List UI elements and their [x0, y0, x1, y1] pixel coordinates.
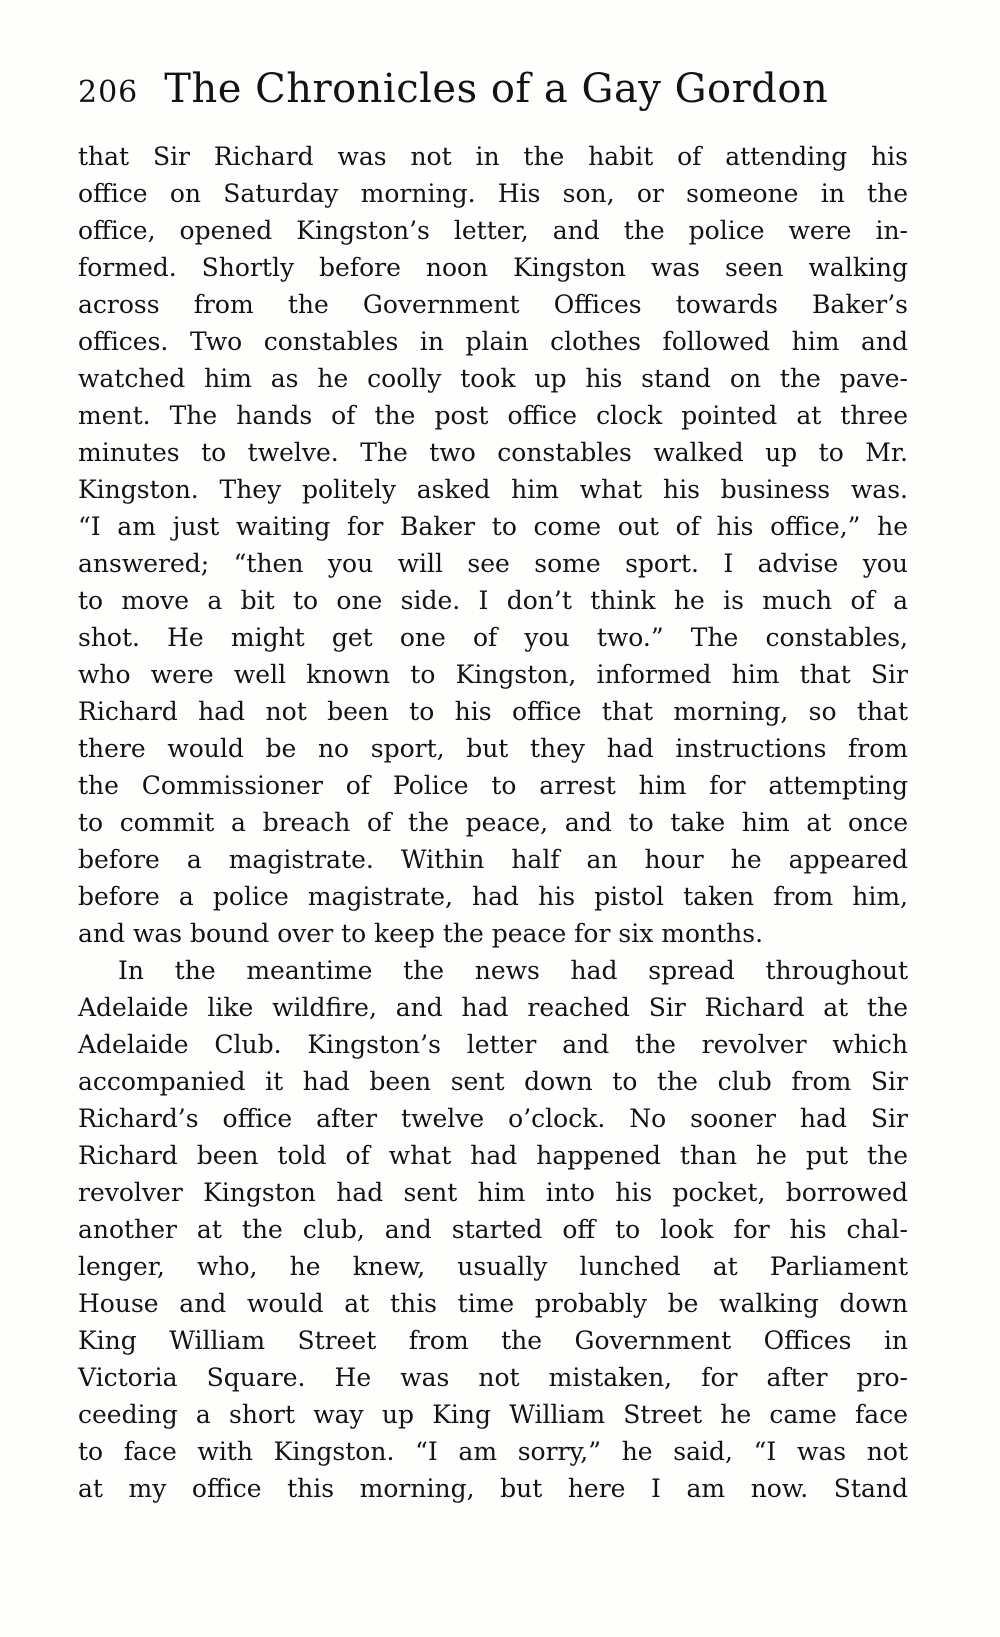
text-line paragraph-end: and was bound over to keep the peace for six months. [78, 919, 764, 948]
text-line: answered; “then you will see some sport. I advise you [78, 549, 908, 578]
text-line: revolver Kingston had sent him into his pocket, borrowed [78, 1178, 908, 1207]
text-line: Richard’s office after twelve o’clock. No sooner had Sir [78, 1104, 908, 1133]
text-line paragraph-start: In the meantime the news had spread throughout [118, 956, 908, 985]
text-line: Victoria Square. He was not mistaken, for after pro- [78, 1363, 908, 1392]
text-line: Adelaide like wildfire, and had reached Sir Richard at the [78, 993, 908, 1022]
text-line: “I am just waiting for Baker to come out of his office,” he [78, 512, 908, 541]
text-line: lenger, who, he knew, usually lunched at Parliament [78, 1252, 908, 1281]
text-line: the Commissioner of Police to arrest him for attempting [78, 771, 908, 800]
text-line: House and would at this time probably be walking down [78, 1289, 908, 1318]
text-line: formed. Shortly before noon Kingston was seen walking [78, 253, 908, 282]
text-line: office on Saturday morning. His son, or someone in the [78, 179, 908, 208]
text-line: another at the club, and started off to look for his chal- [78, 1215, 908, 1244]
body-text [0, 112, 1000, 1507]
text-line: watched him as he coolly took up his stand on the pave- [78, 364, 908, 393]
text-line: before a police magistrate, had his pistol taken from him, [78, 882, 908, 911]
running-title: The Chronicles of a Gay Gordon [164, 66, 829, 112]
text-line: shot. He might get one of you two.” The constables, [78, 623, 908, 652]
text-line: ment. The hands of the post office clock pointed at three [78, 401, 908, 430]
text-line: King William Street from the Government Offices in [78, 1326, 908, 1355]
text-line: to move a bit to one side. I don’t think he is much of a [78, 586, 908, 615]
text-line: to face with Kingston. “I am sorry,” he said, “I was not [78, 1437, 908, 1466]
text-line: to commit a breach of the peace, and to take him at once [78, 808, 908, 837]
text-line: office, opened Kingston’s letter, and the police were in- [78, 216, 908, 245]
text-line: ceeding a short way up King William Street he came face [78, 1400, 908, 1429]
text-line: there would be no sport, but they had instructions from [78, 734, 908, 763]
text-line page-end: at my office this morning, but here I am now. Stand [78, 1474, 908, 1503]
text-line: that Sir Richard was not in the habit of attending his [78, 142, 908, 171]
text-line: minutes to twelve. The two constables walked up to Mr. [78, 438, 908, 467]
text-line: before a magistrate. Within half an hour he appeared [78, 845, 908, 874]
page-number: 206 [78, 75, 139, 110]
text-line: Kingston. They politely asked him what his business was. [78, 475, 908, 504]
text-line: Adelaide Club. Kingston’s letter and the revolver which [78, 1030, 908, 1059]
text-line: Richard had not been to his office that morning, so that [78, 697, 908, 726]
text-line: Richard been told of what had happened than he put the [78, 1141, 908, 1170]
page-header [0, 0, 1000, 112]
text-line: accompanied it had been sent down to the club from Sir [78, 1067, 908, 1096]
text-line: offices. Two constables in plain clothes followed him and [78, 327, 908, 356]
text-line: across from the Government Offices towards Baker’s [78, 290, 908, 319]
text-line: who were well known to Kingston, informed him that Sir [78, 660, 908, 689]
